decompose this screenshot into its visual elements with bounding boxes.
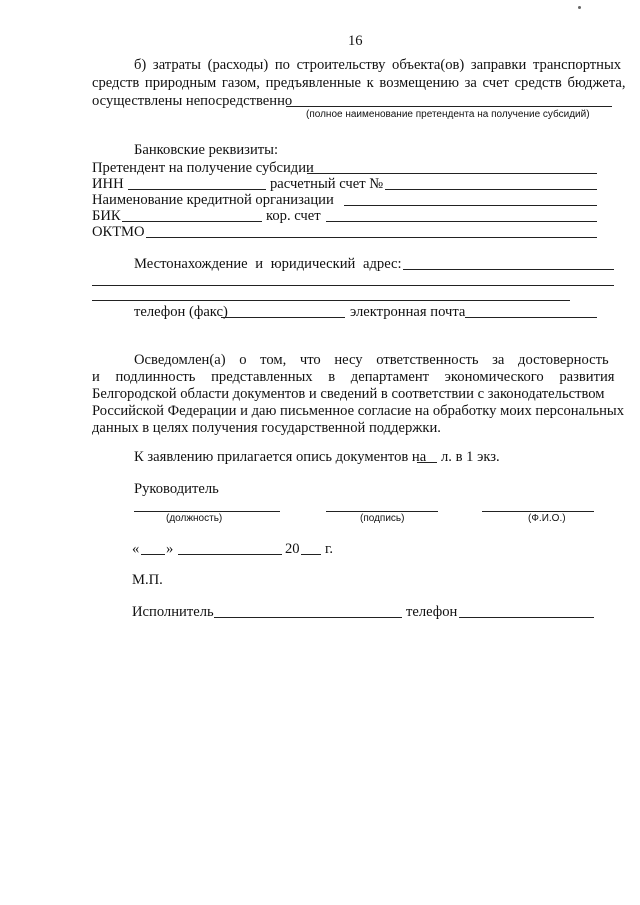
sign-caption: (подпись) [360,513,405,524]
account-label: расчетный счет № [270,176,384,192]
bank-name-label: Наименование кредитной организации [92,192,334,208]
attachment-suffix: л. в 1 экз. [441,449,500,465]
position-field[interactable] [134,511,280,512]
sign-field[interactable] [326,511,438,512]
scan-speck [578,6,581,9]
corr-field[interactable] [326,221,597,222]
section-b-line-3: осуществлены непосредственно [92,93,293,109]
stamp-label: М.П. [132,572,163,588]
date-month-field[interactable] [178,554,282,555]
inn-field[interactable] [128,189,266,190]
bik-label: БИК [92,208,121,224]
consent-line-2: и подлинность представленных в департамент экономического развития [92,369,615,385]
applicant-field[interactable] [307,173,597,174]
bank-heading: Банковские реквизиты: [134,142,278,158]
applicant-label: Претендент на получение субсидии [92,160,314,176]
account-field[interactable] [385,189,597,190]
head-label: Руководитель [134,481,219,497]
date-close-quote: » [166,541,174,557]
name-caption: (Ф.И.О.) [528,513,566,524]
corr-label: кор. счет [266,208,321,224]
position-caption: (должность) [166,513,223,524]
inn-label: ИНН [92,176,124,192]
name-field[interactable] [482,511,594,512]
applicant-name-line[interactable] [286,106,612,107]
section-b-line-2: средств природным газом, предъявленные к возмещению за счет средств бюджета, [92,75,626,91]
address-field-3[interactable] [92,300,570,301]
bik-field[interactable] [122,221,262,222]
date-year-suffix: г. [325,541,333,557]
address-field-1[interactable] [403,269,614,270]
consent-line-4: Российской Федерации и даю письменное согласие на обработку моих персональных [92,403,625,419]
page-number: 16 [348,33,363,49]
oktmo-field[interactable] [146,237,597,238]
executor-field[interactable] [214,617,402,618]
consent-line-5: данных в целях получения государственной поддержки. [92,420,441,436]
consent-line-3: Белгородской области документов и сведений в соответствии с законодательством [92,386,605,402]
section-b-line-1-text: б) затраты (расходы) по строительству объекта(ов) заправки транспортных [134,57,622,73]
email-field[interactable] [465,317,597,318]
address-label: Местонахождение и юридический адрес: [134,256,402,272]
phone-field[interactable] [221,317,345,318]
date-year-field[interactable] [301,554,321,555]
section-b-line-1 [134,57,622,73]
executor-phone-label: телефон [406,604,458,620]
bank-name-field[interactable] [344,205,597,206]
applicant-name-caption: (полное наименование претендента на получение субсидий) [306,109,590,120]
phone-label: телефон (факс) [134,304,228,320]
date-year-prefix: 20 [285,541,300,557]
executor-label: Исполнитель [132,604,214,620]
address-field-2[interactable] [92,285,614,286]
attachment-prefix: К заявлению прилагается опись документов на [134,449,427,465]
executor-phone-field[interactable] [459,617,594,618]
consent-line-1: Осведомлен(а) о том, что несу ответственность за достоверность [134,352,609,368]
date-day-field[interactable] [141,554,165,555]
oktmo-label: ОКТМО [92,224,145,240]
attachment-pages-field[interactable] [417,462,437,463]
email-label: электронная почта [350,304,466,320]
date-open-quote: « [132,541,140,557]
